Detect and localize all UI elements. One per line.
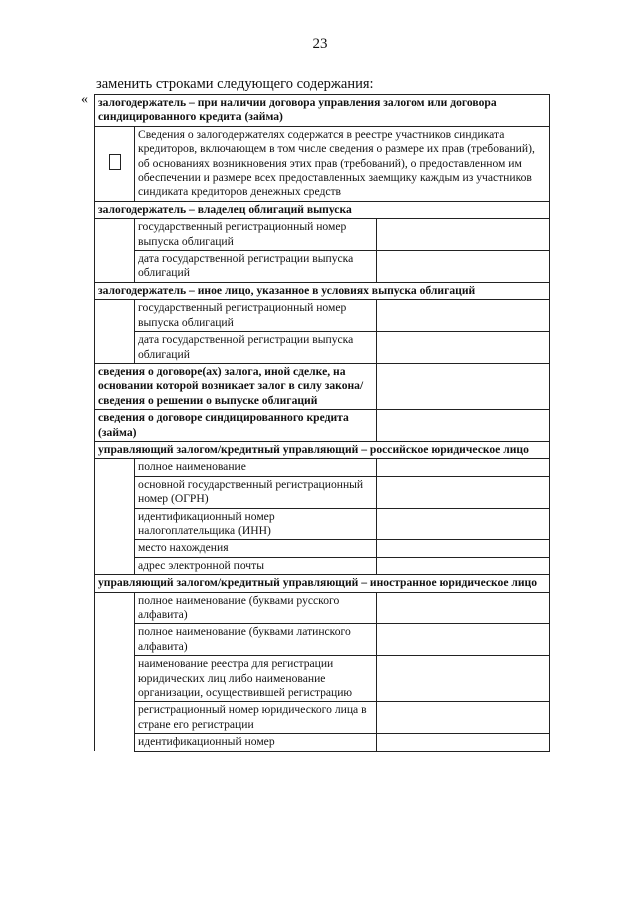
table-row [95,201,550,218]
value-cell[interactable] [377,592,550,624]
indent-cell [95,656,135,702]
table-row [95,656,550,702]
intro-text: заменить строками следующего содержания: [96,76,374,92]
indent-cell [95,592,135,624]
table-row [95,575,550,592]
table-row [95,459,550,476]
indent-cell [95,332,135,364]
value-cell[interactable] [377,624,550,656]
table-row [95,476,550,508]
opening-quote: « [81,92,88,107]
syndicate-info-text: Сведения о залогодержателях содержатся в реестре участников синдиката кредиторов, включающем в том числе сведения о размере их прав (требований), об основаниях возникновения этих прав (требований), о предоставленном им обеспечении и размере всех предоставленных заемщику каждым из участников синдиката кредиторов денежных средств [135,126,550,201]
indent-cell [95,557,135,574]
pledge-form-table [94,94,550,752]
checkbox-icon[interactable] [109,154,121,170]
indent-cell [95,540,135,557]
value-cell[interactable] [377,219,550,251]
field-label: идентификационный номер налогоплательщика (ИНН) [135,508,377,540]
indent-cell [95,476,135,508]
field-label: полное наименование (буквами русского алфавита) [135,592,377,624]
field-label: наименование реестра для регистрации юридических лиц либо наименование организации, осуществившей регистрацию [135,656,377,702]
table-row [95,219,550,251]
table-row [95,624,550,656]
table-row [95,508,550,540]
value-cell[interactable] [377,410,550,442]
table-row [95,410,550,442]
field-label: дата государственной регистрации выпуска облигаций [135,251,377,283]
table-row [95,332,550,364]
checkbox-cell [95,126,135,201]
field-label: полное наименование (буквами латинского алфавита) [135,624,377,656]
indent-cell [95,459,135,476]
page-number: 23 [312,36,328,52]
value-cell[interactable] [377,508,550,540]
section-pledgee-other-person: залогодержатель – иное лицо, указанное в условиях выпуска облигаций [95,282,550,299]
section-pledgee-loan-agreement: залогодержатель – при наличии договора управления залогом или договора синдицированного кредита (займа) [95,95,550,127]
value-cell[interactable] [377,734,550,751]
value-cell[interactable] [377,557,550,574]
indent-cell [95,702,135,734]
section-manager-foreign: управляющий залогом/кредитный управляющий – иностранное юридическое лицо [95,575,550,592]
table-row [95,702,550,734]
section-manager-russian: управляющий залогом/кредитный управляющий – российское юридическое лицо [95,441,550,458]
value-cell[interactable] [377,251,550,283]
field-label: идентификационный номер [135,734,377,751]
indent-cell [95,734,135,751]
section-pledge-agreement-info: сведения о договоре(ах) залога, иной сделке, на основании которой возникает залог в силу закона/сведения о решении о выпуске облигаций [95,363,377,409]
field-label: полное наименование [135,459,377,476]
value-cell[interactable] [377,363,550,409]
table-row [95,441,550,458]
value-cell[interactable] [377,540,550,557]
value-cell[interactable] [377,476,550,508]
table-row [95,363,550,409]
table-row [95,557,550,574]
value-cell[interactable] [377,459,550,476]
table-row [95,734,550,751]
section-pledgee-bond-owner: залогодержатель – владелец облигаций выпуска [95,201,550,218]
field-label: место нахождения [135,540,377,557]
table-row [95,592,550,624]
field-label: основной государственный регистрационный номер (ОГРН) [135,476,377,508]
value-cell[interactable] [377,332,550,364]
indent-cell [95,219,135,251]
value-cell[interactable] [377,300,550,332]
indent-cell [95,508,135,540]
value-cell[interactable] [377,656,550,702]
indent-cell [95,624,135,656]
table-row [95,251,550,283]
table-row [95,300,550,332]
table-row [95,95,550,127]
field-label: государственный регистрационный номер выпуска облигаций [135,219,377,251]
table-row [95,126,550,201]
section-syndicated-loan-info: сведения о договоре синдицированного кредита (займа) [95,410,377,442]
field-label: дата государственной регистрации выпуска облигаций [135,332,377,364]
field-label: регистрационный номер юридического лица в стране его регистрации [135,702,377,734]
indent-cell [95,300,135,332]
indent-cell [95,251,135,283]
field-label: государственный регистрационный номер выпуска облигаций [135,300,377,332]
table-row [95,540,550,557]
field-label: адрес электронной почты [135,557,377,574]
table-row [95,282,550,299]
value-cell[interactable] [377,702,550,734]
